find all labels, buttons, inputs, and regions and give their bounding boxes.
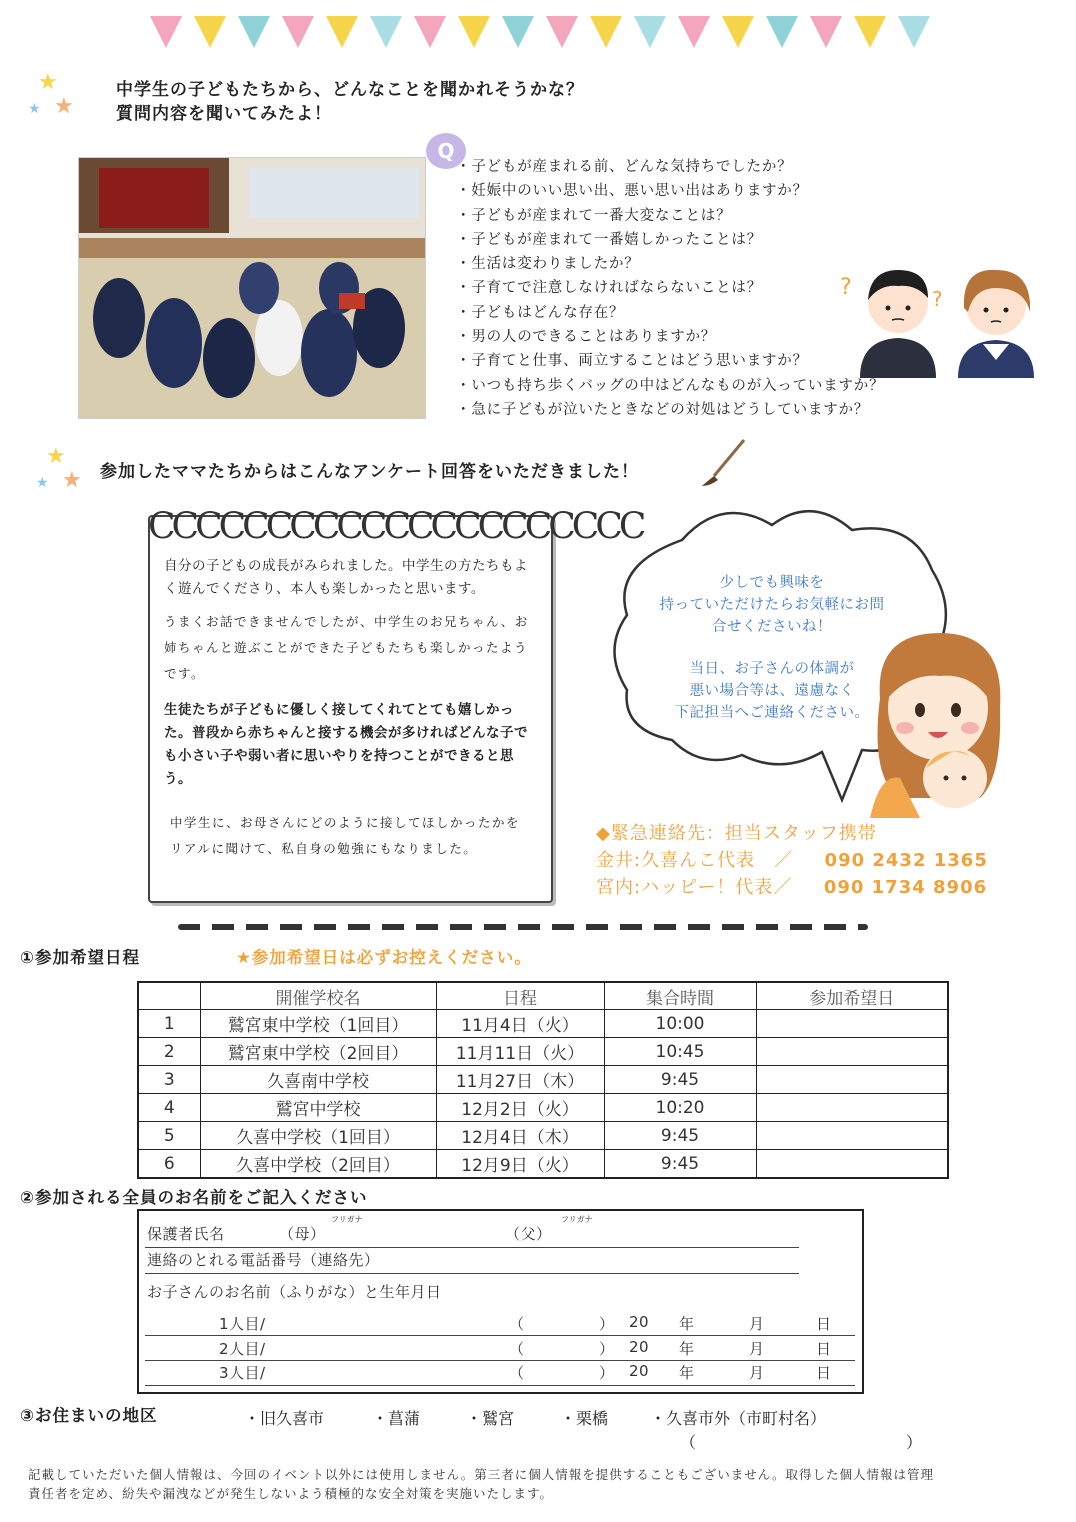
stars-decoration bbox=[36, 446, 96, 496]
bubble-line: 少しでも興味を bbox=[719, 575, 825, 591]
area-option-washimiya[interactable]: ・鷲宮 bbox=[466, 1409, 515, 1428]
star-icon: ★ bbox=[28, 101, 41, 117]
survey-answer-4: 中学生に、お母さんにどのように接してほしかったかをリアルに聞けて、私自身の勉強にもなりました。 bbox=[170, 815, 521, 856]
stars-decoration bbox=[28, 72, 88, 122]
meeting-time: 10:45 bbox=[604, 1038, 756, 1066]
star-icon: ★ bbox=[46, 444, 66, 469]
year-label: 年 bbox=[679, 1364, 695, 1382]
year-prefix: 20 bbox=[629, 1338, 650, 1356]
school-name: 久喜南中学校 bbox=[200, 1066, 436, 1094]
table-header-cell: 集合時間 bbox=[604, 982, 756, 1010]
registration-form bbox=[137, 1209, 864, 1394]
school-name: 鷲宮東中学校（2回目） bbox=[200, 1038, 436, 1066]
row-number: 5 bbox=[138, 1122, 200, 1150]
star-icon: ★ bbox=[54, 94, 74, 119]
table-header-cell: 参加希望日 bbox=[756, 982, 948, 1010]
child-row-label: 3人目/ bbox=[219, 1364, 266, 1382]
meeting-time: 10:20 bbox=[604, 1094, 756, 1122]
row-number: 2 bbox=[138, 1038, 200, 1066]
guardian-label: 保護者氏名 bbox=[147, 1225, 225, 1243]
intro-title bbox=[116, 78, 584, 126]
notebook-rings: ССССССССССССССССССССС bbox=[148, 506, 643, 547]
brush-icon bbox=[700, 438, 748, 488]
school-name: 久喜中学校（1回目） bbox=[200, 1122, 436, 1150]
row-number: 1 bbox=[138, 1010, 200, 1038]
bubble-line: 当日、お子さんの体調が bbox=[689, 661, 855, 677]
phone-field[interactable] bbox=[399, 1249, 799, 1269]
form-rule bbox=[145, 1335, 855, 1336]
form-rule bbox=[145, 1273, 799, 1274]
meeting-time: 10:00 bbox=[604, 1010, 756, 1038]
star-icon: ★ bbox=[36, 475, 49, 491]
area-option-outside[interactable]: ・久喜市外（市町村名） bbox=[650, 1409, 827, 1428]
question-item: ・ いつも持ち歩くバッグの中はどんなものが入っていますか？ bbox=[456, 374, 884, 398]
row-number: 3 bbox=[138, 1066, 200, 1094]
preferred-date-cell[interactable] bbox=[756, 1150, 948, 1179]
question-badge: Q bbox=[426, 133, 466, 169]
bubble-line: 下記担当へご連絡ください。 bbox=[674, 705, 870, 721]
furigana-label: フリガナ bbox=[561, 1215, 593, 1224]
paren-close: ） bbox=[599, 1364, 615, 1382]
question-item: ・ 子どもが産まれる前、どんな気持ちでしたか？ bbox=[456, 155, 884, 179]
event-date: 11月4日（火） bbox=[436, 1010, 604, 1038]
year-prefix: 20 bbox=[629, 1313, 650, 1331]
child-row-label: 1人目/ bbox=[219, 1315, 266, 1333]
paren-open: （ bbox=[680, 1433, 697, 1452]
paren-open: （ bbox=[509, 1315, 525, 1333]
meeting-time: 9:45 bbox=[604, 1150, 756, 1179]
table-header-row bbox=[138, 982, 948, 1010]
question-item: ・ 子どもが産まれて一番大変なことは？ bbox=[456, 204, 884, 228]
preferred-date-cell[interactable] bbox=[756, 1010, 948, 1038]
paren-close: ） bbox=[906, 1433, 923, 1452]
school-name: 久喜中学校（2回目） bbox=[200, 1150, 436, 1179]
question-item: ・ 生活は変わりましたか？ bbox=[456, 252, 884, 276]
mother-name-field[interactable] bbox=[314, 1221, 494, 1241]
question-item: ・ 子育てと仕事、両立することはどう思いますか？ bbox=[456, 349, 884, 373]
survey-answer-1: 自分の子どもの成長がみられました。中学生の方たちもよく遊んでくださり、本人も楽しかったと思います。 bbox=[164, 558, 528, 597]
event-date: 12月9日（火） bbox=[436, 1150, 604, 1179]
emergency-contact bbox=[596, 820, 988, 901]
event-date: 11月27日（木） bbox=[436, 1066, 604, 1094]
intro-title-line2: 質問内容を聞いてみたよ！ bbox=[116, 104, 332, 124]
year-label: 年 bbox=[679, 1340, 695, 1358]
year-label: 年 bbox=[679, 1315, 695, 1333]
contact-phone[interactable]: 090 2432 1365 bbox=[824, 850, 988, 871]
survey-heading: 参加したママたちからはこんなアンケート回答をいただきました！ bbox=[100, 462, 639, 482]
cut-line-divider bbox=[178, 924, 868, 930]
table-row bbox=[138, 1150, 948, 1179]
contact-label: 宮内:ハッピー！代表／ bbox=[596, 877, 793, 898]
area-option-shobu[interactable]: ・菖蒲 bbox=[372, 1409, 421, 1428]
intro-title-line1: 中学生の子どもたちから、どんなことを聞かれそうかな？ bbox=[116, 80, 584, 100]
question-item: ・ 急に子どもが泣いたときなどの対処はどうしていますか？ bbox=[456, 398, 884, 422]
star-icon: ★ bbox=[38, 70, 58, 95]
day-label: 日 bbox=[816, 1364, 832, 1382]
table-row bbox=[138, 1122, 948, 1150]
paren-open: （ bbox=[509, 1364, 525, 1382]
phone-label: 連絡のとれる電話番号（連絡先） bbox=[147, 1251, 380, 1269]
event-date: 12月2日（火） bbox=[436, 1094, 604, 1122]
preferred-date-cell[interactable] bbox=[756, 1122, 948, 1150]
question-item: ・ 子どもが産まれて一番嬉しかったことは？ bbox=[456, 228, 884, 252]
question-list bbox=[456, 155, 884, 422]
day-label: 日 bbox=[816, 1315, 832, 1333]
question-item: ・ 子どもはどんな存在？ bbox=[456, 301, 884, 325]
school-name: 鷲宮中学校 bbox=[200, 1094, 436, 1122]
privacy-notice bbox=[28, 1465, 1048, 1503]
row-number: 6 bbox=[138, 1150, 200, 1179]
row-number: 4 bbox=[138, 1094, 200, 1122]
area-option-kuki[interactable]: ・旧久喜市 bbox=[244, 1409, 325, 1428]
bubble-line: 持っていただけたらお気軽にお問 bbox=[659, 597, 885, 613]
bubble-line: 悪い場合等は、遠慮なく bbox=[689, 683, 855, 699]
section2-title: ②参加される全員のお名前をご記入ください bbox=[20, 1188, 368, 1207]
contact-title: ◆緊急連絡先：担当スタッフ携帯 bbox=[596, 823, 877, 844]
privacy-line: 記載していただいた個人情報は、今回のイベント以外には使用しません。第三者に個人情報を提供することもございません。取得した個人情報は管理 bbox=[28, 1467, 935, 1482]
table-row bbox=[138, 1038, 948, 1066]
question-item: ・ 子育てで注意しなければならないことは？ bbox=[456, 276, 884, 300]
question-item: ・ 妊娠中のいい思い出、悪い思い出はありますか？ bbox=[456, 179, 884, 203]
star-icon: ★ bbox=[62, 468, 82, 493]
table-header-cell: 開催学校名 bbox=[200, 982, 436, 1010]
bunting-decoration bbox=[150, 16, 930, 56]
meeting-time: 9:45 bbox=[604, 1066, 756, 1094]
students-illustration bbox=[838, 258, 1048, 378]
privacy-line: 責任者を定め、紛失や漏洩などが発生しないよう積極的な安全対策を実施いたします。 bbox=[28, 1486, 554, 1501]
form-rule bbox=[145, 1247, 799, 1248]
month-label: 月 bbox=[749, 1364, 765, 1382]
form-rule bbox=[145, 1360, 855, 1361]
event-date: 11月11日（火） bbox=[436, 1038, 604, 1066]
table-header-cell: 日程 bbox=[436, 982, 604, 1010]
svg-text:?: ? bbox=[840, 275, 852, 300]
paren-close: ） bbox=[599, 1315, 615, 1333]
father-label: （父） bbox=[505, 1225, 552, 1243]
mother-label: （母） bbox=[279, 1225, 326, 1243]
area-option-kurihashi[interactable]: ・栗橋 bbox=[560, 1409, 609, 1428]
question-item: ・ 男の人のできることはありますか？ bbox=[456, 325, 884, 349]
event-photo bbox=[78, 157, 426, 419]
svg-text:?: ? bbox=[932, 287, 943, 311]
schedule-table bbox=[137, 981, 949, 1179]
furigana-label: フリガナ bbox=[331, 1215, 363, 1224]
paren-close: ） bbox=[599, 1340, 615, 1358]
day-label: 日 bbox=[816, 1340, 832, 1358]
month-label: 月 bbox=[749, 1315, 765, 1333]
contact-phone[interactable]: 090 1734 8906 bbox=[823, 877, 988, 898]
event-date: 12月4日（木） bbox=[436, 1122, 604, 1150]
child-row-label: 2人目/ bbox=[219, 1340, 266, 1358]
table-header-cell bbox=[138, 982, 200, 1010]
preferred-date-cell[interactable] bbox=[756, 1038, 948, 1066]
meeting-time: 9:45 bbox=[604, 1122, 756, 1150]
form-rule bbox=[145, 1385, 855, 1386]
survey-answer-3: 生徒たちが子どもに優しく接してくれてとても嬉しかった。普段から赤ちゃんと接する機会が多ければどんな子でも小さい子や弱い者に思いやりを持つことができると思う。 bbox=[164, 702, 528, 787]
municipality-field[interactable] bbox=[700, 1430, 900, 1452]
paren-open: （ bbox=[509, 1340, 525, 1358]
preferred-date-cell[interactable] bbox=[756, 1066, 948, 1094]
child-label: お子さんのお名前（ふりがな）と生年月日 bbox=[147, 1283, 442, 1301]
month-label: 月 bbox=[749, 1340, 765, 1358]
table-row bbox=[138, 1066, 948, 1094]
preferred-date-cell[interactable] bbox=[756, 1094, 948, 1122]
table-row bbox=[138, 1010, 948, 1038]
year-prefix: 20 bbox=[629, 1362, 650, 1380]
survey-notebook bbox=[148, 515, 553, 903]
survey-answer-2: うまくお話できませんでしたが、中学生のお兄ちゃん、お姉ちゃんと遊ぶことができた子どもたちも楽しかったようです。 bbox=[164, 614, 529, 681]
section1-notice: ★参加希望日は必ずお控えください。 bbox=[236, 948, 532, 967]
father-name-field[interactable] bbox=[539, 1221, 799, 1241]
contact-label: 金井:久喜んこ代表 ／ bbox=[596, 850, 794, 871]
mother-illustration bbox=[860, 628, 1010, 818]
bubble-line: 合せくださいね！ bbox=[712, 619, 832, 635]
section1-title: ①参加希望日程 bbox=[20, 948, 140, 967]
table-row bbox=[138, 1094, 948, 1122]
section3-title: ③お住まいの地区 bbox=[20, 1406, 158, 1425]
school-name: 鷲宮東中学校（1回目） bbox=[200, 1010, 436, 1038]
